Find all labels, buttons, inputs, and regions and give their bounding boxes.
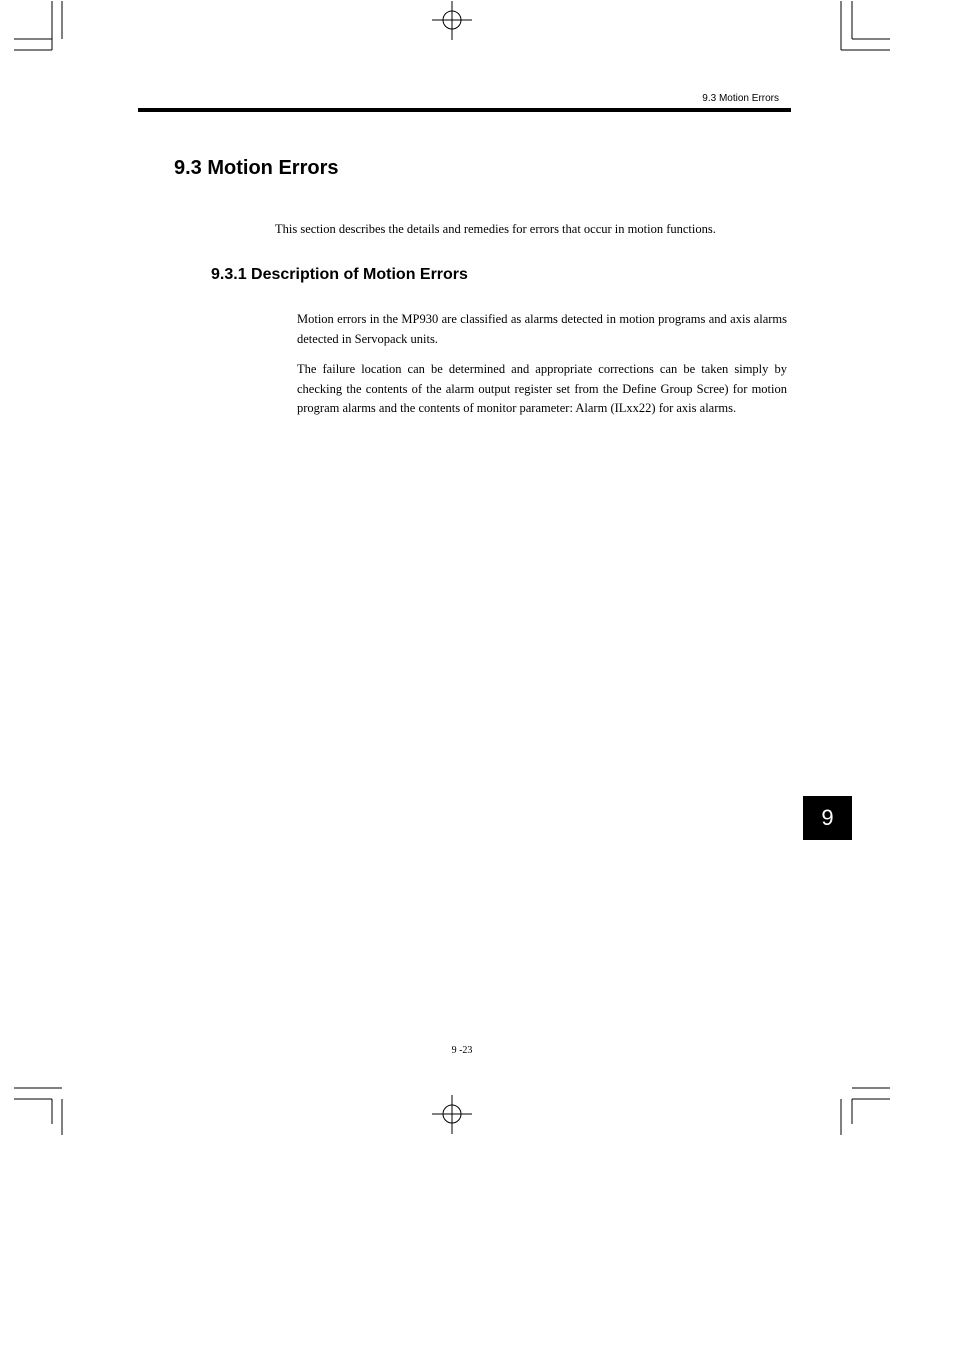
section-title: 9.3 Motion Errors: [174, 157, 339, 179]
paragraph-failure-location: The failure location can be determined and appropriate corrections can be taken simply by checking the contents of the alarm output register set from the Define Group Scree) for motion program alarms and the contents of monitor parameter: Alarm (ILxx22) for axis alarms.: [297, 362, 787, 415]
registration-mark-top: [432, 1, 472, 40]
running-header: 9.3 Motion Errors: [702, 93, 779, 104]
registration-mark-bottom: [432, 1095, 472, 1134]
header-rule: [138, 108, 791, 112]
chapter-tab-number: 9: [821, 805, 834, 830]
paragraph-motion-errors-classification: Motion errors in the MP930 are classified as alarms detected in motion programs and axis alarms detected in Servopack units.: [297, 312, 787, 346]
section-intro: This section describes the details and remedies for errors that occur in motion functions.: [275, 222, 716, 236]
page-number: 9 -23: [451, 1045, 473, 1056]
subsection-title: 9.3.1 Description of Motion Errors: [211, 266, 468, 283]
chapter-tab: [803, 796, 852, 840]
